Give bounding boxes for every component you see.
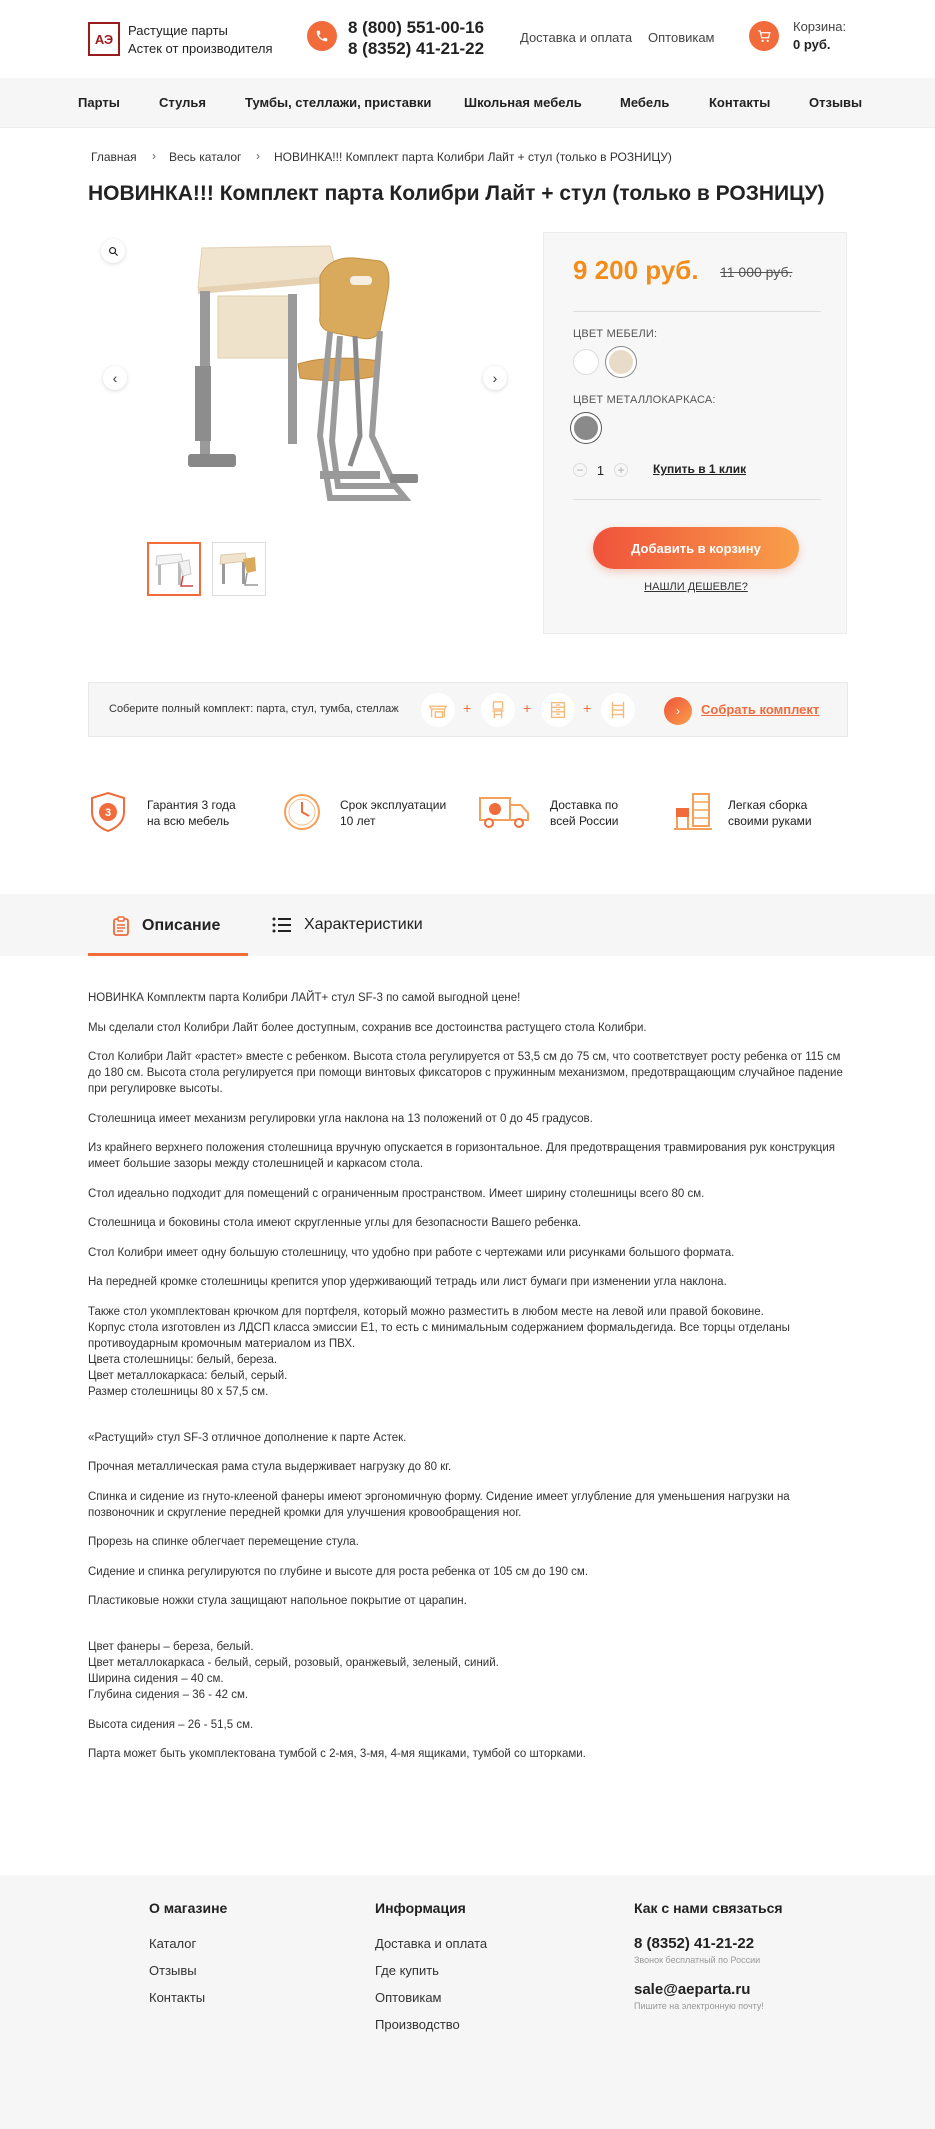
- kit-plus: +: [523, 700, 532, 716]
- add-to-cart-button[interactable]: Добавить в корзину: [593, 527, 799, 569]
- feature-lifetime: [340, 797, 446, 829]
- description: [88, 990, 848, 1776]
- tab-description-label: Описание: [142, 917, 221, 934]
- breadcrumb-home[interactable]: Главная: [91, 150, 137, 164]
- chair-icon: [481, 693, 515, 727]
- feature-warranty: [147, 797, 236, 829]
- clipboard-icon: [112, 916, 130, 936]
- breadcrumb-separator: ›: [152, 149, 156, 163]
- header-phones: [348, 17, 484, 59]
- logo-glyph: АЭ: [94, 31, 114, 47]
- feature-line: Срок эксплуатации: [340, 798, 447, 812]
- footer-contact-title: Как с нами связаться: [634, 1900, 783, 1916]
- logo-text: [128, 22, 273, 58]
- qty-plus-button[interactable]: +: [614, 463, 628, 477]
- main-nav: [0, 78, 935, 128]
- gallery-prev-button[interactable]: ‹: [103, 366, 127, 390]
- nav-item-contacts[interactable]: Контакты: [709, 95, 771, 110]
- desk-icon: [421, 693, 455, 727]
- feature-delivery: [550, 797, 619, 829]
- description-paragraph: Из крайнего верхнего положения столешница вручную опускается в горизонтальное. Для предотвращения травмирования рук конструкция имеет большие зазоры между столешницей и каркасом стола.: [88, 1142, 835, 1170]
- color-swatch-white[interactable]: [573, 349, 599, 375]
- description-paragraph: Цвет фанеры – береза, белый. Цвет металлокаркаса - белый, серый, розовый, оранжевый, зеленый, синий. Ширина сидения – 40 см. Глубина сидения – 36 - 42 см.: [88, 1641, 499, 1701]
- delivery-truck-icon: [477, 790, 531, 834]
- description-paragraph: Высота сидения – 26 - 51,5 см.: [88, 1718, 254, 1731]
- divider: [573, 499, 821, 500]
- arrow-right-icon[interactable]: ›: [664, 697, 692, 725]
- header-link-delivery[interactable]: Доставка и оплата: [520, 30, 633, 45]
- header-link-wholesale[interactable]: Оптовикам: [648, 30, 715, 45]
- divider: [573, 311, 821, 312]
- tabs: [0, 894, 935, 956]
- feature-assembly: [728, 797, 812, 829]
- description-paragraph: Парта может быть укомплектована тумбой с 2-мя, 3-мя, 4-мя ящиками, тумбой со шторками.: [88, 1748, 586, 1760]
- price: 9 200 руб.: [573, 255, 699, 285]
- phone-icon: [307, 21, 337, 51]
- qty-minus-button[interactable]: −: [573, 463, 587, 477]
- frame-color-label: ЦВЕТ МЕТАЛЛОКАРКАСА:: [573, 394, 716, 406]
- assembly-icon: [671, 790, 715, 834]
- nav-item-cabinets[interactable]: Тумбы, стеллажи, приставки: [245, 95, 432, 110]
- old-price: 11 000 руб.: [720, 264, 793, 280]
- page-title: НОВИНКА!!! Комплект парта Колибри Лайт + стул (только в РОЗНИЦУ): [88, 182, 825, 205]
- clock-icon: [280, 790, 324, 834]
- furniture-color-label: ЦВЕТ МЕБЕЛИ:: [573, 328, 658, 340]
- cart-icon[interactable]: [749, 21, 779, 51]
- breadcrumb-current: НОВИНКА!!! Комплект парта Колибри Лайт + стул (только в РОЗНИЦУ): [274, 150, 672, 164]
- feature-line: на всю мебель: [147, 814, 230, 828]
- breadcrumb-catalog[interactable]: Весь каталог: [169, 150, 242, 164]
- cart-label[interactable]: Корзина:: [793, 19, 847, 34]
- footer-about-title: О магазине: [149, 1900, 228, 1916]
- description-paragraph: Пластиковые ножки стула защищают напольное покрытие от царапин.: [88, 1595, 467, 1607]
- buy-one-click-link[interactable]: Купить в 1 клик: [653, 462, 747, 476]
- description-paragraph: Прочная металлическая рама стула выдерживает нагрузку до 80 кг.: [88, 1461, 452, 1473]
- feature-line: Доставка по: [550, 798, 619, 812]
- nav-item-chairs[interactable]: Стулья: [159, 95, 206, 110]
- description-paragraph: Столешница имеет механизм регулировки угла наклона на 13 положений от 0 до 45 градусов.: [88, 1112, 593, 1125]
- footer-phone-note: Звонок бесплатный по России: [634, 1955, 761, 1965]
- breadcrumb-separator: ›: [256, 149, 260, 163]
- tab-active-indicator: [88, 953, 248, 956]
- qty-value[interactable]: 1: [596, 462, 605, 478]
- logo-line-1: Растущие парты: [128, 23, 228, 38]
- gallery-thumb-2[interactable]: [212, 542, 266, 596]
- footer-link-where-to-buy[interactable]: Где купить: [375, 1963, 439, 1978]
- kit-text: Соберите полный комплект: парта, стул, тумба, стеллаж: [109, 703, 399, 715]
- footer-link-wholesale[interactable]: Оптовикам: [375, 1990, 442, 2005]
- cabinet-icon: [541, 693, 575, 727]
- phone-2[interactable]: 8 (8352) 41-21-22: [348, 39, 485, 58]
- description-paragraph: Мы сделали стол Колибри Лайт более доступным, сохранив все достоинства растущего стола Колибри.: [88, 1021, 647, 1034]
- tab-specs-label: Характеристики: [304, 916, 423, 933]
- feature-line: 10 лет: [340, 814, 376, 828]
- feature-line: всей России: [550, 814, 619, 828]
- logo[interactable]: [88, 22, 120, 56]
- footer-phone[interactable]: 8 (8352) 41-21-22: [634, 1935, 755, 1952]
- description-paragraph: НОВИНКА Комплектм парта Колибри ЛАЙТ+ стул SF-3 по самой выгодной цене!: [88, 992, 521, 1004]
- footer-email-note: Пишите на электронную почту!: [634, 2001, 764, 2011]
- header: [0, 0, 935, 78]
- gallery-thumb-1[interactable]: [147, 542, 201, 596]
- shelf-icon: [601, 693, 635, 727]
- feature-line: Легкая сборка: [728, 798, 808, 812]
- footer-email[interactable]: sale@aeparta.ru: [634, 1981, 751, 1998]
- description-paragraph: Прорезь на спинке облегчает перемещение стула.: [88, 1536, 359, 1548]
- phone-1[interactable]: 8 (800) 551-00-16: [348, 18, 485, 37]
- kit-plus: +: [463, 700, 472, 716]
- price-box: [543, 232, 847, 634]
- feature-line: Гарантия 3 года: [147, 798, 236, 812]
- description-paragraph: Стол идеально подходит для помещений с ограниченным пространством. Имеет ширину столешницы всего 80 см.: [88, 1187, 705, 1200]
- nav-item-desks[interactable]: Парты: [78, 95, 120, 110]
- description-paragraph: «Растущий» стул SF-3 отличное дополнение к парте Астек.: [88, 1431, 407, 1444]
- thumb-image-birch: [213, 543, 265, 595]
- thumb-image-white: [149, 544, 199, 594]
- kit-bar: [88, 682, 848, 737]
- product-image: [180, 236, 450, 526]
- description-paragraph: Столешница и боковины стола имеют скругленные углы для безопасности Вашего ребенка.: [88, 1217, 582, 1229]
- zoom-button[interactable]: [101, 239, 125, 263]
- nav-item-reviews[interactable]: Отзывы: [809, 95, 863, 110]
- description-paragraph: Стол Колибри Лайт «растет» вместе с ребенком. Высота стола регулируется от 53,5 см до 75 см, что соответствует росту ребенка от 115 см до 180 см. Высота стола регулируется при помощи винтовых фиксаторов с пружинным механизмом, предотвращающим случайное падение при регулировке высоты.: [88, 1051, 843, 1095]
- found-cheaper-link[interactable]: НАШЛИ ДЕШЕВЛЕ?: [644, 581, 748, 593]
- list-icon: [272, 916, 292, 934]
- footer-link-catalog[interactable]: Каталог: [149, 1936, 197, 1951]
- cart-sum[interactable]: 0 руб.: [793, 37, 831, 52]
- nav-item-furniture[interactable]: Мебель: [620, 95, 670, 110]
- description-paragraph: Также стол укомплектован крючком для портфеля, который можно разместить в любом месте на левой или правой боковине. Корпус стола изготовлен из ЛДСП класса эмиссии Е1, то есть с минимальным содержанием формальдегида. Все торцы отделаны противоударным кромочным материалом из ПВХ. Цвета столешницы: белый, береза. Цвет металлокаркаса: белый, серый. Размер столешницы 80 х 57,5 см.: [88, 1305, 790, 1398]
- warranty-badge-number: 3: [104, 807, 112, 819]
- logo-line-2: Астек от производителя: [128, 41, 273, 56]
- footer-link-production[interactable]: Производство: [375, 2017, 460, 2032]
- color-swatch-birch[interactable]: [606, 347, 636, 377]
- description-paragraph: Спинка и сидение из гнуто-клееной фанеры имеют эргономичную форму. Сидение имеет углубление для уменьшения нагрузки на позвоночник и скругление передней кромки для улучшения кровообращения ног.: [88, 1490, 790, 1519]
- feature-line: своими руками: [728, 814, 812, 828]
- frame-swatch-grey[interactable]: [571, 413, 601, 443]
- tab-specs[interactable]: [272, 916, 423, 934]
- assemble-kit-link[interactable]: Собрать комплект: [701, 702, 820, 717]
- footer-link-delivery[interactable]: Доставка и оплата: [375, 1936, 488, 1951]
- gallery-next-button[interactable]: ›: [483, 366, 507, 390]
- warranty-shield-icon: [86, 790, 130, 834]
- quantity-stepper[interactable]: [573, 460, 628, 480]
- footer-link-contacts[interactable]: Контакты: [149, 1990, 206, 2005]
- description-paragraph: Сидение и спинка регулируются по глубине и высоте для роста ребенка от 105 см до 190 см.: [88, 1565, 589, 1578]
- zoom-icon: [108, 246, 119, 257]
- description-paragraph: На передней кромке столешницы крепится упор удерживающий тетрадь или лист бумаги при изменении угла наклона.: [88, 1276, 727, 1288]
- footer-info-title: Информация: [375, 1900, 466, 1916]
- footer: [0, 1875, 935, 2129]
- tab-description[interactable]: [112, 916, 220, 936]
- nav-item-school[interactable]: Школьная мебель: [464, 95, 582, 110]
- kit-plus: +: [583, 700, 592, 716]
- description-paragraph: Стол Колибри имеет одну большую столешницу, что удобно при работе с чертежами или рисунками большого формата.: [88, 1246, 735, 1259]
- footer-link-reviews[interactable]: Отзывы: [149, 1963, 197, 1978]
